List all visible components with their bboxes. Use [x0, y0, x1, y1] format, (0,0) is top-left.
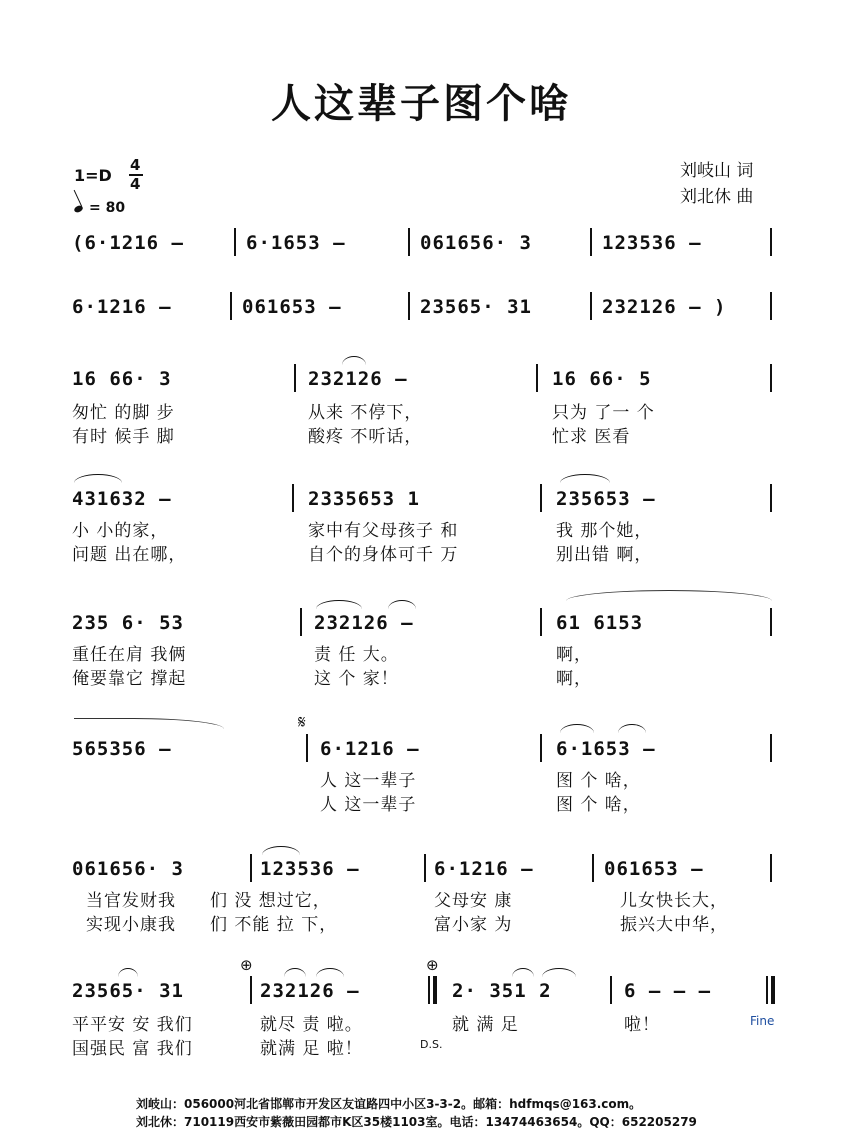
- measure: 6·1653 –: [246, 232, 346, 254]
- score-row-7: [0, 858, 843, 935]
- barline: [770, 364, 772, 392]
- measure: 123536 –: [260, 858, 360, 880]
- measure: 431632 –: [72, 488, 172, 510]
- barline: [250, 976, 252, 1004]
- lyric-verse-1: 当官发财我: [86, 891, 176, 911]
- lyric-verse-2: 俺要靠它 撑起: [72, 669, 187, 689]
- measure: 16 66· 3: [72, 368, 172, 390]
- lyric-verse-2: 问题 出在哪，: [72, 545, 187, 565]
- lyric-verse-1: 平平安 安 我们: [72, 1015, 193, 1035]
- slur: [618, 724, 646, 733]
- lyric-verse-1: 小 小的家，: [72, 521, 169, 541]
- measure: 2335653 1: [308, 488, 420, 510]
- measure: 6·1216 –: [72, 296, 172, 318]
- barline: [408, 228, 410, 256]
- lyric-verse-2: 振兴大中华，: [620, 915, 728, 935]
- repeat-barline-thick: [433, 976, 437, 1004]
- measure: 061653 –: [242, 296, 342, 318]
- slur: [560, 474, 610, 483]
- final-barline-thin: [766, 976, 768, 1004]
- barline: [424, 854, 426, 882]
- barline: [292, 484, 294, 512]
- slur: [316, 600, 362, 609]
- time-signature-top: 4: [130, 156, 141, 174]
- lyric-verse-2: 就满 足 啦！: [260, 1039, 363, 1059]
- barline: [230, 292, 232, 320]
- tempo-marking: [74, 200, 125, 216]
- slur: [388, 600, 416, 609]
- measure: 061656· 3: [420, 232, 532, 254]
- score-row-8: [0, 956, 843, 1059]
- measure: 6·1653 –: [556, 738, 656, 760]
- measure: 232126 –: [314, 612, 414, 634]
- barline: [770, 484, 772, 512]
- score-row-1: [0, 232, 843, 292]
- measure: 6·1216 –: [434, 858, 534, 880]
- score-row-3: [0, 368, 843, 447]
- fine-marking: Fine: [750, 1014, 775, 1028]
- lyric-verse-2: 国强民 富 我们: [72, 1039, 193, 1059]
- quarter-note-icon: [73, 204, 84, 213]
- footer-contact-composer: 刘北休：710119西安市紫薇田园都市K区35楼1103室。电话：13474463654。QQ：652205279: [136, 1115, 697, 1129]
- lyric-verse-1: 儿女快长大，: [620, 891, 728, 911]
- tie: [566, 590, 772, 601]
- lyric-verse-2: 实现小康我: [86, 915, 176, 935]
- measure: 565356 –: [72, 738, 172, 760]
- measure: 232126 – ): [602, 296, 727, 318]
- lyric-verse-2: 们 不能 拉 下，: [210, 915, 338, 935]
- barline: [770, 228, 772, 256]
- barline: [300, 608, 302, 636]
- lyric-verse-2: 人 这一辈子: [320, 795, 417, 815]
- measure: 232126 –: [308, 368, 408, 390]
- measure: 232126 –: [260, 980, 360, 1002]
- lyric-verse-2: 啊，: [556, 669, 592, 689]
- lyric-verse-2: 有时 候手 脚: [72, 427, 175, 447]
- score-row-2: [0, 296, 843, 356]
- slur: [74, 474, 122, 483]
- barline: [592, 854, 594, 882]
- barline: [770, 734, 772, 762]
- coda-icon: ⊕: [240, 956, 253, 974]
- lyric-verse-2: 图 个 啥，: [556, 795, 641, 815]
- lyric-verse-1: 图 个 啥，: [556, 771, 641, 791]
- score-row-6: [0, 712, 843, 815]
- measure: 6 – – –: [624, 980, 712, 1002]
- barline: [294, 364, 296, 392]
- time-signature-bottom: 4: [130, 175, 141, 193]
- lyric-verse-1: 啦！: [624, 1015, 660, 1035]
- measure: 123536 –: [602, 232, 702, 254]
- barline: [770, 854, 772, 882]
- barline: [408, 292, 410, 320]
- slur: [316, 968, 344, 977]
- measure: 061656· 3: [72, 858, 184, 880]
- lyric-verse-1: 就尽 责 啦。: [260, 1015, 363, 1035]
- barline: [770, 292, 772, 320]
- lyric-verse-1: 匆忙 的脚 步: [72, 403, 175, 423]
- coda-icon: ⊕: [426, 956, 439, 974]
- slur: [262, 846, 300, 855]
- lyric-verse-1: 家中有父母孩子 和: [308, 521, 459, 541]
- slur: [342, 356, 366, 365]
- lyric-verse-1: 父母安 康: [434, 891, 513, 911]
- measure: 23565· 31: [72, 980, 184, 1002]
- slur: [560, 724, 594, 733]
- tempo-value: = 80: [89, 200, 126, 216]
- slur: [284, 968, 306, 977]
- lyric-verse-1: 就 满 足: [452, 1015, 519, 1035]
- score-row-4: [0, 488, 843, 565]
- lyricist-credit: 刘岐山 词: [680, 161, 754, 181]
- barline: [540, 734, 542, 762]
- lyric-verse-1: 重任在肩 我俩: [72, 645, 187, 665]
- barline: [536, 364, 538, 392]
- lyric-verse-2: 富小家 为: [434, 915, 513, 935]
- barline: [540, 484, 542, 512]
- barline: [306, 734, 308, 762]
- final-barline-thick: [771, 976, 775, 1004]
- composer-credit: 刘北休 曲: [680, 187, 754, 207]
- measure: (6·1216 –: [72, 232, 184, 254]
- segno-icon: 𝄋: [298, 712, 306, 733]
- barline: [540, 608, 542, 636]
- repeat-barline-thin: [428, 976, 430, 1004]
- measure: 6·1216 –: [320, 738, 420, 760]
- measure: 23565· 31: [420, 296, 532, 318]
- measure: 2· 351 2: [452, 980, 552, 1002]
- lyric-verse-1: 们 没 想过它，: [210, 891, 331, 911]
- lyric-verse-2: 这 个 家！: [314, 669, 399, 689]
- lyric-verse-1: 只为 了一 个: [552, 403, 655, 423]
- key-signature: 1=D: [74, 166, 112, 185]
- slur: [542, 968, 576, 977]
- measure: 235 6· 53: [72, 612, 184, 634]
- lyric-verse-2: 忙求 医看: [552, 427, 631, 447]
- measure: 16 66· 5: [552, 368, 652, 390]
- barline: [770, 608, 772, 636]
- score-row-5: [0, 612, 843, 689]
- measure: 061653 –: [604, 858, 704, 880]
- lyric-verse-2: 别出错 啊，: [556, 545, 653, 565]
- slur: [512, 968, 534, 977]
- footer-contact-lyricist: 刘岐山：056000河北省邯郸市开发区友谊路四中小区3-3-2。邮箱：hdfmqs@163.com。: [136, 1097, 642, 1111]
- barline: [610, 976, 612, 1004]
- measure: 61 6153: [556, 612, 644, 634]
- barline: [234, 228, 236, 256]
- song-title: 人这辈子图个啥: [271, 81, 572, 127]
- lyric-verse-2: 自个的身体可千 万: [308, 545, 459, 565]
- lyric-verse-2: 酸疼 不听话，: [308, 427, 423, 447]
- lyric-verse-1: 人 这一辈子: [320, 771, 417, 791]
- tie: [74, 718, 224, 729]
- barline: [590, 228, 592, 256]
- dal-segno-marking: D.S.: [420, 1038, 443, 1051]
- lyric-verse-1: 我 那个她，: [556, 521, 653, 541]
- slur: [118, 968, 138, 977]
- measure: 235653 –: [556, 488, 656, 510]
- barline: [590, 292, 592, 320]
- lyric-verse-1: 从来 不停下，: [308, 403, 423, 423]
- lyric-verse-1: 啊，: [556, 645, 592, 665]
- barline: [250, 854, 252, 882]
- lyric-verse-1: 责 任 大。: [314, 645, 399, 665]
